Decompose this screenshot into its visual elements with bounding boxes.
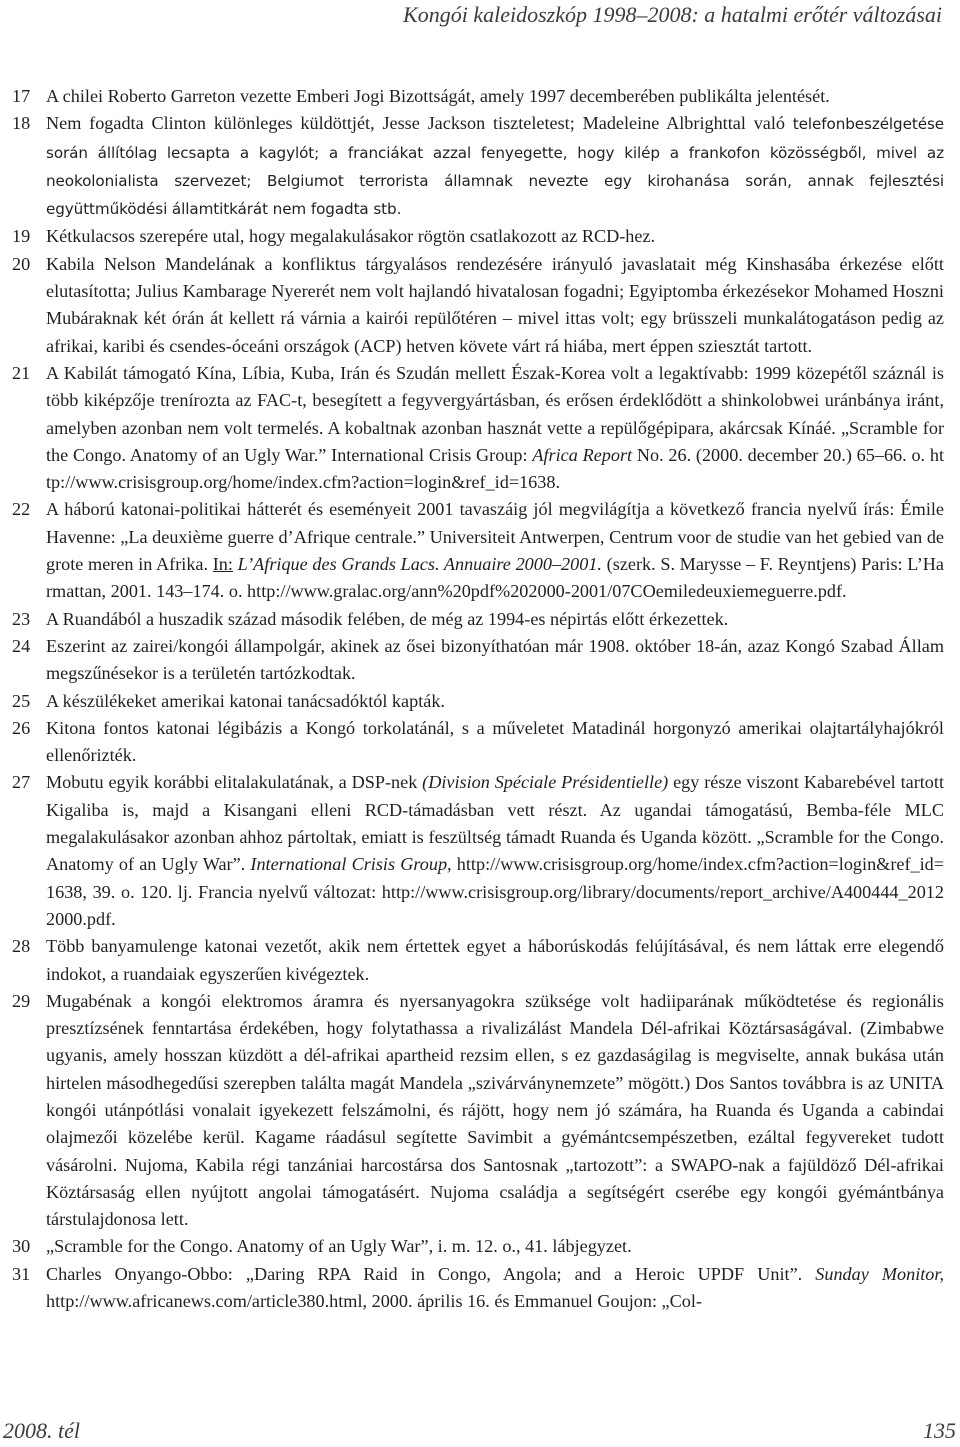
footnote-number: 22 [12,499,31,520]
footnote-28 [12,933,944,988]
footnote-italic: Africa Report [532,444,633,465]
footnote-number: 24 [12,635,31,656]
footnote-number: 17 [12,86,31,106]
footnote-number: 18 [12,113,31,134]
footnote-text: Kitona fontos katonai légibázis a Kongó torkolatánál, s a műveletet Matadinál horgonyzó amerikai olajtartályhajókról ellenőrizték. [46,717,944,766]
footnote-number: 29 [12,990,31,1011]
footnote-italic: International Crisis Group, [250,854,452,875]
footnote-number: 28 [12,936,31,957]
footnote-text: A Ruandából a huszadik század második felében, de még az 1994-es népirtás előtt érkezettek. [46,608,729,629]
footnotes-list [12,83,944,1315]
footnote-text: Kétkulacsos szerepére utal, hogy megalakulásakor rögtön csatlakozott az RCD-hez. [46,226,656,247]
footnote-number: 20 [12,253,31,274]
footnote-number: 26 [12,717,31,738]
footnote-italic: Sunday Monitor, [815,1263,944,1284]
footnote-number: 31 [12,1263,31,1284]
footnote-23 [12,606,944,633]
footnote-31 [12,1261,944,1316]
footnote-text: Nem fogadta Clinton különleges küldöttjét, Jesse Jackson tiszteletest; Madeleine Albrighttal való [46,113,793,134]
footnote-number: 19 [12,226,31,247]
footnote-italic: (Division Spéciale Présidentielle) [422,772,669,793]
footnote-text: http://www.crisisgroup.org/home/index.cfm?action=login&ref_id=1638, 39. o. 120. lj. Francia nyelvű változat: http://www.crisisgroup.org/library/documents/report_archive/A400444_20122000.pdf. [46,854,945,929]
footnote-22 [12,496,944,605]
footnote-21 [12,360,944,496]
footnote-26 [12,715,944,770]
footnote-text: Több banyamulenge katonai vezetőt, akik nem értettek egyet a háborúskodás felújításával, és nem láttak erre elegendő indokot, a ruandaiak egyszerűen kivégeztek. [46,936,944,984]
footnote-number: 21 [12,362,31,383]
footnote-text: Mobutu egyik korábbi elitalakulatának, a DSP-nek [46,772,423,793]
footnote-text: „Scramble for the Congo. Anatomy of an Ugly War”, i. m. 12. o., 41. lábjegyzet. [46,1236,632,1257]
footnote-text: A háború katonai-politikai hátterét és eseményeit 2001 tavaszáig jól megvilágítja a következő francia nyelvű írás: Émile Havenne: „La deuxième guerre d’Afrique centrale.” Universiteit Antwerpen, Centrum voor de studie van het gebied van de grote meren in Afrika. [46,499,944,575]
footnote-text: Charles Onyango-Obbo: „Daring RPA Raid in Congo, Angola; and a Heroic UPDF Unit”. [46,1263,816,1284]
page-number: 135 [923,1418,956,1443]
footnote-italic: L’Afrique des Grands Lacs. Annuaire 2000–2001. [232,554,602,575]
footnote-30 [12,1233,944,1260]
footnote-text: egy része viszont Kabarebével tartott Kigaliba is, majd a Kisangani elleni RCD-támadásban vett részt. Az ugandai támogatású, Bemba-féle MLC megalakulásakor azonban ahhoz pártoltak, emiatt is feszültség támadt Ruanda és Uganda között. „Scramble for the Congo. Anatomy of an Ugly War”. [46,772,944,875]
footnote-text: A készülékeket amerikai katonai tanácsadóktól kapták. [46,690,445,711]
footnote-text-sans: telefonbeszélgetése során állítólag lecsapta a kagylót; a franciákat azzal fenyegette, hogy kilép a frankofon közösségből, mivel az neokolonialista szervezet; Belgiumot terrorista államnak nevezte egy kirohanása során, annak fejlesztési együttműködési államtitkárát nem fogadta stb. [46,115,944,219]
footnote-19 [12,223,944,250]
footnote-29 [12,988,944,1234]
footer-issue: 2008. tél [3,1418,80,1443]
footnote-text: (szerk. S. Marysse – F. Reyntjens) Paris: L’Harmattan, 2001. 143–174. o. http://www.gralac.org/ann%20pdf%202000-2001/07COemiledeuxiemeguerre.pdf. [46,554,944,602]
footnote-27 [12,769,944,933]
footnote-number: 25 [12,690,31,711]
footnote-25 [12,688,944,715]
footnote-24 [12,633,944,688]
running-header: Kongói kaleidoszkóp 1998–2008: a hatalmi erőtér változásai [403,2,942,27]
footnote-text: Kabila Nelson Mandelának a konfliktus tárgyalásos rendezésére irányuló javaslatait még Kinshasába érkezése előtt elutasította; Julius Kambarage Nyererét nem volt hajlandó hivatalosan fogadni; Egyiptomba érkezésekor Mohamed Hoszni Mubáraknak két órán át kellett rá várnia a kairói repülőtéren – mivel ittas volt; egy brüsszeli munkalátogatáson pedig az afrikai, karibi és csendes-óceáni országok (ACP) hetven követe várt rá hiába, mert éppen sziesztát tartott. [46,253,944,356]
footnote-number: 27 [12,772,31,793]
footnote-text: A Kabilát támogató Kína, Líbia, Kuba, Irán és Szudán mellett Észak-Korea volt a legaktívabb: 1999 közepétől száznál is több kiképzője trenírozta az FAC-t, besegített a fegyvergyártásban, és erősen érdeklődött a shinkolobwei uránbánya iránt, amelyben azonban nem volt termelés. A kobaltnak azonban hasznát vette a repülőgépipara, akárcsak Kínáé. „Scramble for the Congo. Anatomy of an Ugly War.” International Crisis Group: [46,362,944,465]
footnote-number: 30 [12,1236,31,1257]
footnote-text: No. 26. (2000. december 20.) 65–66. o. http://www.crisisgroup.org/home/index.cfm?action=login&ref_id=1638. [46,444,945,493]
footnote-number: 23 [12,608,31,629]
footnote-text: http://www.africanews.com/article380.html, 2000. április 16. és Emmanuel Goujon: „Col- [46,1291,702,1312]
footnote-text: A chilei Roberto Garreton vezette Emberi Jogi Bizottságát, amely 1997 decemberében publikálta jelentését. [46,86,830,106]
footnote-text: Mugabénak a kongói elektromos áramra és nyersanyagokra szüksége volt hadiiparának működtetése és regionális presztízsének fenntartása érdekében, hogy folytathassa a rivalizálást Mandela Dél-afrikai Köztársaságával. (Zimbabwe ugyanis, amely hosszan küzdött a dél-afrikai apartheid rezsim ellen, s ez gazdaságilag is megviselte, annak bukása után hirtelen másodhegedűsi szerepben találta magát Mandela „szivárványnemzete” mögött.) Dos Santos továbbra is az UNITA kongói utánpótlási vonalait igyekezett felszámolni, és rájött, hogy nem jó számára, ha Ruanda és Uganda a cabindai olajmezői közelébe kerül. Kagame ráadásul segítette Savimbit a gyémántcsempészetben, ezáltal fegyvereket tudott vásárolni. Nujoma, Kabila régi tanzániai harcostársa dos Santosnak „tartozott”: a SWAPO-nak a fajüldöző Dél-afrikai Köztársaság ellen nyújtott angolai támogatásért. Nujoma családja a segítségért cserébe egy kongói gyémántbánya társtulajdonosa lett. [46,990,944,1230]
footnote-17 [12,83,944,110]
footnote-text: Eszerint az zairei/kongói állampolgár, akinek az ősei bizonyíthatóan már 1908. október 18-án, azaz Kongó Szabad Állam megszűnésekor is a területén tartózkodtak. [46,635,944,684]
footnote-20 [12,251,944,360]
footnote-underline: In: [212,554,233,575]
footnote-18 [12,110,944,223]
